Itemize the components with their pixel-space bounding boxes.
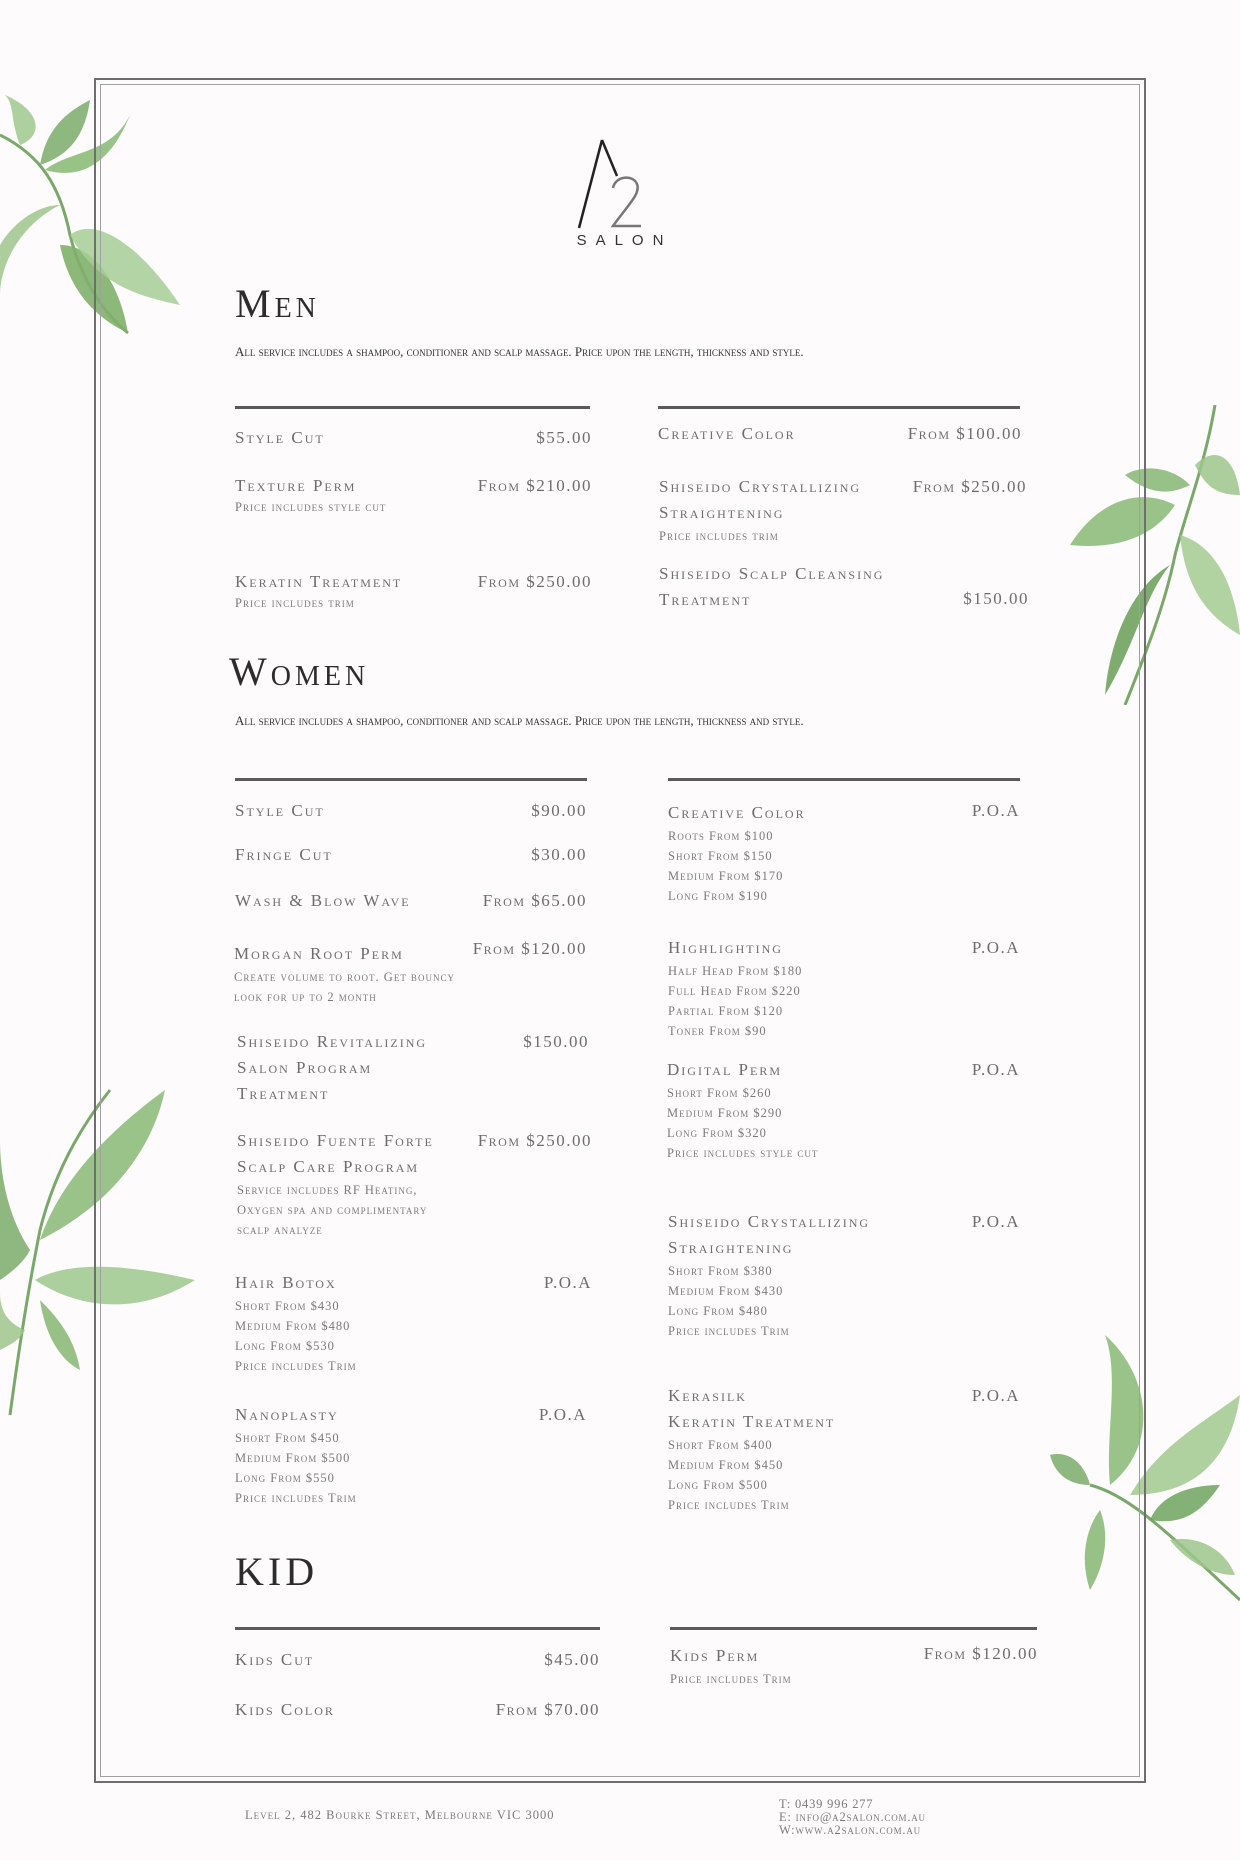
service-price: P.O.A [971, 1386, 1020, 1405]
service-note: Price includes trim [235, 596, 355, 610]
service-name: Highlighting [668, 938, 783, 957]
service-women-highlighting [668, 935, 1020, 1041]
service-name: Nanoplasty [235, 1405, 339, 1424]
service-women-kerasilk [668, 1383, 1020, 1515]
section-title-kid: KID [235, 1549, 319, 1594]
service-price: $30.00 [531, 845, 587, 864]
service-name: Shiseido Fuente Forte Scalp Care Program [237, 1131, 434, 1176]
service-price: $150.00 [963, 589, 1029, 608]
divider-kid-right [670, 1627, 1037, 1630]
section-title-men: Men [235, 281, 320, 326]
service-kids-color [235, 1697, 600, 1723]
service-women-wash-blow-wave [235, 888, 587, 914]
divider-men-left [235, 406, 590, 409]
footer-address: Level 2, 482 Bourke Street, Melbourne VIC 3000 [245, 1808, 555, 1822]
service-name: Style Cut [235, 801, 325, 820]
service-name: Creative Color [668, 803, 806, 822]
service-women-shiseido-fuente-forte [237, 1128, 592, 1240]
service-name: Kerasilk Keratin Treatment [668, 1386, 836, 1431]
service-men-keratin-treatment [235, 569, 592, 613]
service-price: From $65.00 [482, 891, 587, 910]
service-note: Half Head From $180 Full Head From $220 Partial From $120 Toner From $90 [668, 964, 803, 1038]
section-description-women: All service includes a shampoo, conditioner and scalp massage. Price upon the length, thickness and style. [235, 713, 804, 728]
service-men-texture-perm [235, 473, 592, 517]
service-name: Kids Color [235, 1700, 335, 1719]
divider-kid-left [235, 1627, 600, 1630]
service-name: Shiseido Crystallizing Straightening [659, 477, 862, 522]
service-price: From $250.00 [477, 572, 592, 591]
service-note: Short From $430 Medium From $480 Long From $530 Price includes Trim [235, 1299, 357, 1373]
service-name: Hair Botox [235, 1273, 337, 1292]
footer-phone: T: 0439 996 277 [779, 1797, 874, 1811]
service-note: Short From $260 Medium From $290 Long From $320 Price includes style cut [667, 1086, 819, 1160]
service-name: Texture Perm [235, 476, 357, 495]
service-price: $150.00 [523, 1032, 589, 1051]
service-price: P.O.A [971, 1212, 1020, 1231]
service-price: From $210.00 [477, 476, 592, 495]
service-women-shiseido-revitalizing [237, 1029, 589, 1107]
service-price: From $120.00 [472, 939, 587, 958]
service-price: From $120.00 [923, 1644, 1038, 1663]
service-note: Create volume to root. Get bouncy look for up to 2 month [234, 970, 455, 1004]
service-price: P.O.A [971, 801, 1020, 820]
service-name: Creative Color [658, 424, 796, 443]
service-price: $45.00 [544, 1650, 600, 1669]
service-kids-perm [670, 1643, 1038, 1689]
service-price: From $250.00 [477, 1131, 592, 1150]
service-name: Morgan Root Perm [234, 944, 404, 963]
inner-frame [100, 84, 1140, 1777]
service-name: Shiseido Scalp Cleansing Treatment [659, 564, 885, 609]
service-price: P.O.A [543, 1273, 592, 1292]
logo-wordmark: SALON [576, 232, 673, 249]
divider-women-left [235, 778, 587, 781]
salon-logo [565, 138, 675, 249]
service-women-nanoplasty [235, 1402, 587, 1508]
service-note: Short From $380 Medium From $430 Long From $480 Price includes Trim [668, 1264, 790, 1338]
service-name: Kids Perm [670, 1646, 760, 1665]
service-name: Keratin Treatment [235, 572, 403, 591]
service-name: Wash & Blow Wave [235, 891, 411, 910]
service-name: Fringe Cut [235, 845, 333, 864]
service-note: Short From $450 Medium From $500 Long From $550 Price includes Trim [235, 1431, 357, 1505]
service-women-style-cut [235, 798, 587, 824]
service-note: Roots From $100 Short From $150 Medium From $170 Long From $190 [668, 829, 784, 903]
service-price: $90.00 [531, 801, 587, 820]
service-women-fringe-cut [235, 842, 587, 868]
logo-mark-icon [575, 138, 665, 230]
service-men-creative-color [658, 421, 1022, 447]
service-price: P.O.A [538, 1405, 587, 1424]
service-women-hair-botox [235, 1270, 592, 1376]
service-name: Shiseido Revitalizing Salon Program Treatment [237, 1032, 428, 1103]
service-price: From $70.00 [495, 1700, 600, 1719]
service-price: P.O.A [971, 1060, 1020, 1079]
service-note: Price includes style cut [235, 500, 387, 514]
service-women-creative-color [668, 800, 1020, 906]
service-women-digital-perm [667, 1057, 1020, 1163]
service-kids-cut [235, 1647, 600, 1673]
service-men-shiseido-crystallizing [659, 474, 1027, 546]
service-note: Price includes trim [659, 529, 779, 543]
service-price: P.O.A [971, 938, 1020, 957]
divider-men-right [658, 406, 1020, 409]
section-description-men: All service includes a shampoo, conditioner and scalp massage. Price upon the length, thickness and style. [235, 344, 804, 359]
service-men-style-cut [235, 425, 592, 451]
service-name: Digital Perm [667, 1060, 783, 1079]
service-name: Kids Cut [235, 1650, 315, 1669]
divider-women-right [668, 778, 1020, 781]
service-men-shiseido-scalp-cleansing [659, 561, 1029, 613]
service-note: Service includes RF Heating, Oxygen spa and complimentary scalp analyze [237, 1183, 428, 1237]
section-title-women: Women [229, 649, 370, 694]
service-price: From $100.00 [907, 424, 1022, 443]
footer-website: W:www.a2salon.com.au [779, 1823, 921, 1837]
service-price: $55.00 [536, 428, 592, 447]
service-name: Style Cut [235, 428, 325, 447]
service-note: Short From $400 Medium From $450 Long From $500 Price includes Trim [668, 1438, 790, 1512]
footer-contact [779, 1798, 926, 1837]
service-note: Price includes Trim [670, 1672, 792, 1686]
service-women-morgan-root-perm [234, 941, 587, 1007]
service-price: From $250.00 [912, 477, 1027, 496]
service-women-shiseido-crystallizing [668, 1209, 1020, 1341]
footer-email: E: info@a2salon.com.au [779, 1810, 926, 1824]
service-name: Shiseido Crystallizing Straightening [668, 1212, 871, 1257]
